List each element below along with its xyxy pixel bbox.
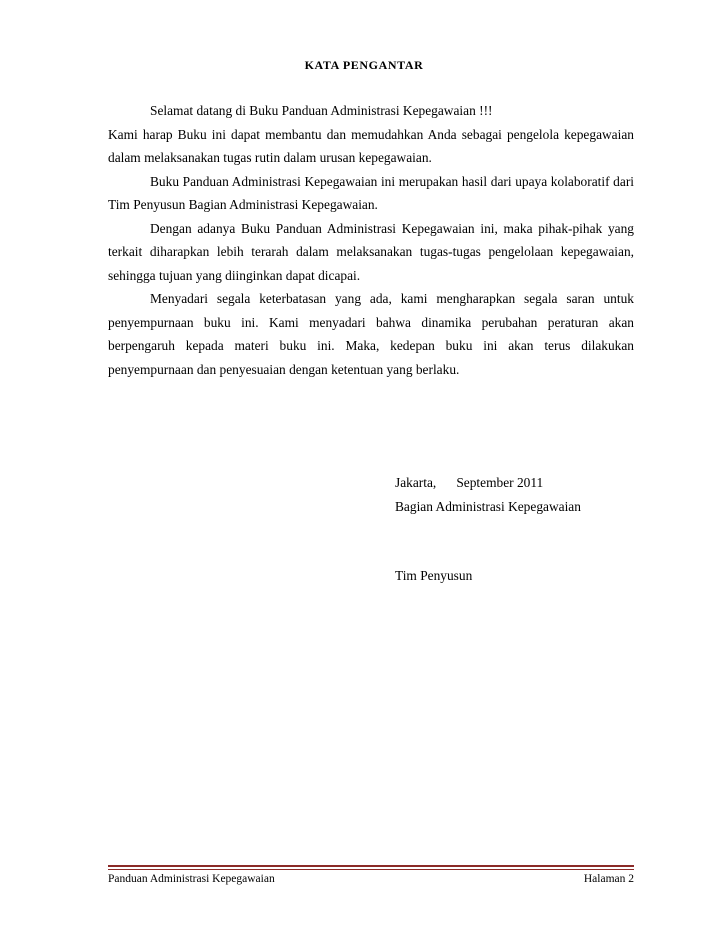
footer-rule-thin — [108, 869, 634, 870]
paragraph-feedback: Menyadari segala keterbatasan yang ada, kami mengharapkan segala saran untuk penyempurnaan buku ini. Kami menyadari bahwa dinamika perubahan peraturan akan berpengaruh kepada materi buku ini. Maka, kedepan buku ini akan terus dilakukan penyempurnaan dan penyesuaian dengan ketentuan yang berlaku. — [108, 291, 634, 377]
signature-block — [395, 471, 581, 588]
place-date: Jakarta, September 2011 — [395, 475, 544, 490]
signer-name: Tim Penyusun — [395, 568, 473, 583]
paragraph-purpose: Kami harap Buku ini dapat membantu dan memudahkan Anda sebagai pengelola kepegawaian dalam melaksanakan tugas rutin dalam urusan kepegawaian. — [108, 126, 634, 165]
body-text — [108, 99, 634, 381]
page-footer — [108, 873, 634, 885]
footer-rule-thick — [108, 865, 634, 867]
paragraph-welcome: Selamat datang di Buku Panduan Administrasi Kepegawaian !!! — [150, 103, 493, 118]
page-title: KATA PENGANTAR — [304, 58, 424, 72]
footer-document-title: Panduan Administrasi Kepegawaian — [108, 873, 275, 885]
signature-space — [395, 518, 581, 564]
footer-page-number: Halaman 2 — [583, 873, 634, 885]
organization-name: Bagian Administrasi Kepegawaian — [395, 498, 581, 514]
paragraph-collaboration: Buku Panduan Administrasi Kepegawaian ini merupakan hasil dari upaya kolaboratif dari Tim Penyusun Bagian Administrasi Kepegawaian. — [108, 173, 634, 212]
paragraph-benefit: Dengan adanya Buku Panduan Administrasi Kepegawaian ini, maka pihak-pihak yang terkait diharapkan lebih terarah dalam melaksanakan tugas-tugas pengelolaan kepegawaian, sehingga tujuan yang diinginkan dapat dicapai. — [108, 220, 634, 283]
